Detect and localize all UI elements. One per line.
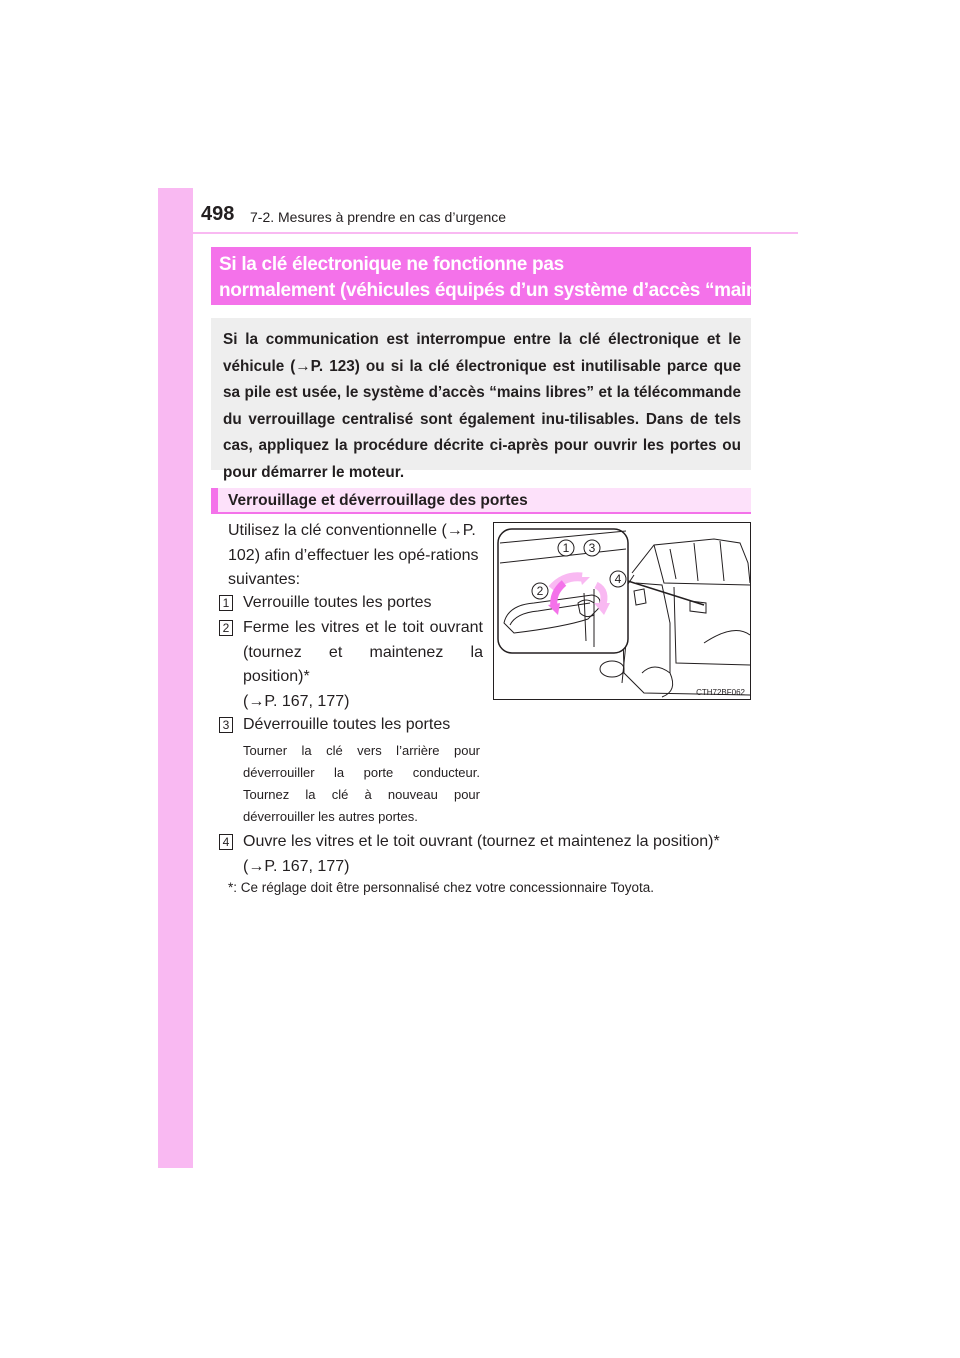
step-4-text: Ouvre les vitres et le toit ouvrant (tournez et maintenez la position)* [243,833,720,850]
callout-1-label: 1 [562,541,570,555]
main-title-line-2: normalement (véhicules équipés d’un système d’accès “mains libres”) [219,280,837,301]
step-2 [219,616,483,714]
step-1-number: 1 [219,595,233,611]
callout-3-label: 3 [588,541,596,555]
step-4-reference: (→P. 167, 177) [243,857,350,875]
step-2-number: 2 [219,620,233,636]
section-breadcrumb: 7-2. Mesures à prendre en cas d’urgence [250,209,507,225]
step-3-text: Déverrouille toutes les portes [243,716,451,733]
intro-box: Si la communication est interrompue entre la clé électronique et le véhicule (→P. 123) ou si la clé électronique est inutilisable parce que sa pile est usée, le système d’accès “mains libres” et la télécommande du verrouillage centralisé sont également inu-tilisables. Dans de tels cas, appliquez la procédure décrite ci-après pour ouvrir les portes ou pour démarrer le moteur. [211,318,751,470]
car-door-drawing [494,523,750,699]
car-door-illustration [493,522,751,700]
callout-2-label: 2 [536,584,544,598]
main-title [211,247,837,305]
side-thumb-band [158,188,193,1168]
page-number: 498 [201,203,235,225]
step-2-reference: (→P. 167, 177) [243,692,350,710]
subheading: Verrouillage et déverrouillage des portes [211,488,751,514]
step-3-note: Tourner la clé vers l’arrière pour déverrouiller la porte conducteur. Tournez la clé à nouveau pour déverrouiller les autres portes. [243,743,480,824]
callout-4-label: 4 [614,572,622,586]
step-2-text: Ferme les vitres et le toit ouvrant (tournez et maintenez la position)* [243,619,483,685]
step-4 [219,830,754,879]
footnote: *: Ce réglage doit être personnalisé chez votre concessionnaire Toyota. [228,880,655,895]
lead-paragraph: Utilisez la clé conventionnelle (→P. 102) afin d’effectuer les opé-rations suivantes: [228,522,479,588]
header-rule [193,232,798,234]
illustration-code: CTH72BF062 [696,688,745,697]
step-3-number: 3 [219,717,233,733]
step-3 [219,713,483,738]
step-1-text: Verrouille toutes les portes [243,594,432,611]
step-1 [219,591,483,616]
step-4-number: 4 [219,834,233,850]
main-title-line-1: Si la clé électronique ne fonctionne pas [219,254,564,275]
